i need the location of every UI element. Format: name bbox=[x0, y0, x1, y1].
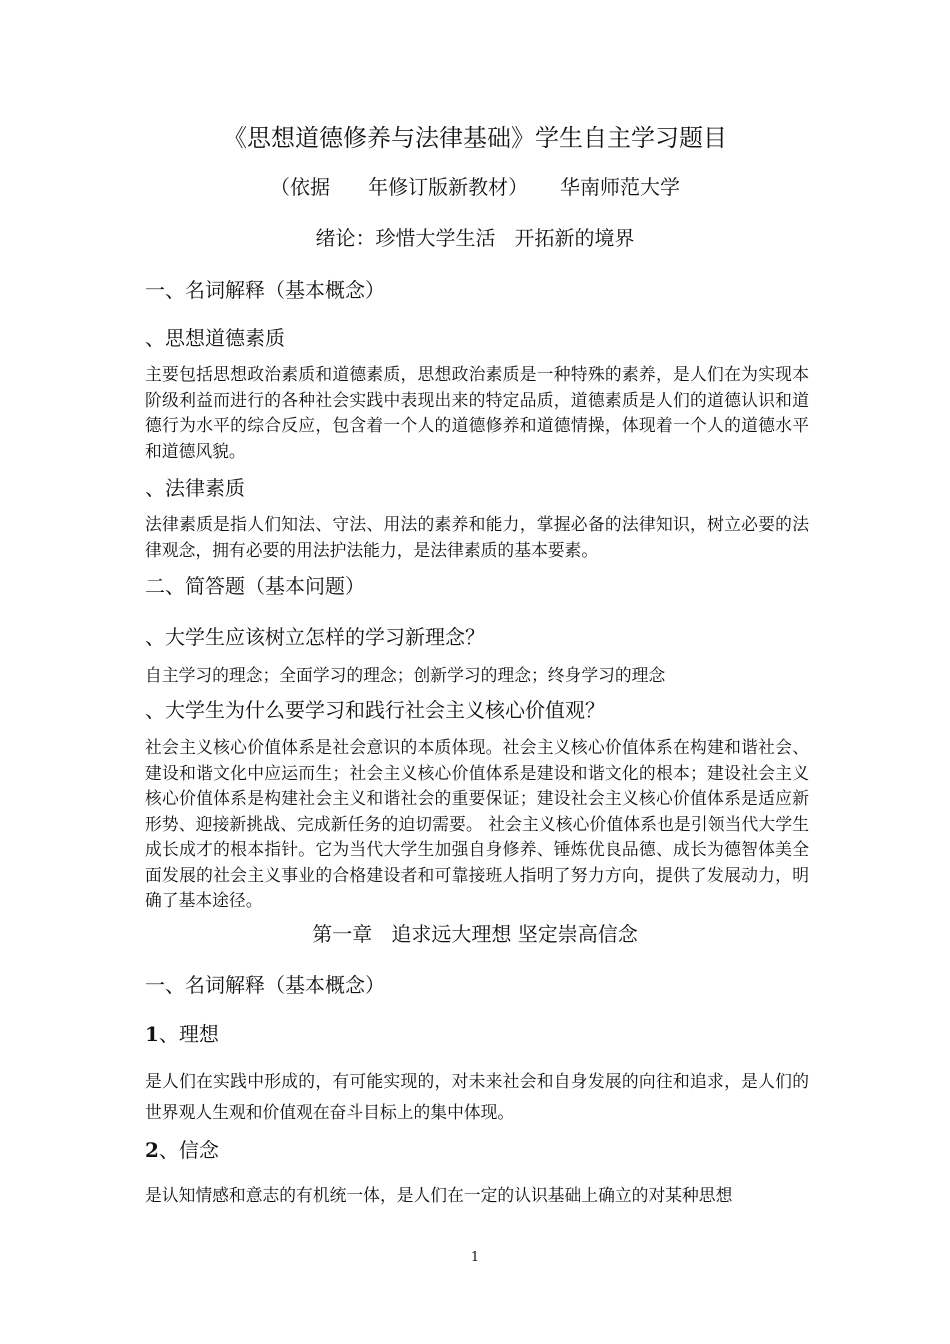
question-title: 、思想道德素质 bbox=[145, 326, 285, 350]
term-title bbox=[145, 1018, 219, 1047]
page-number: 1 bbox=[470, 1250, 480, 1265]
section-heading-short-answer: 二、简答题（基本问题） bbox=[145, 574, 365, 598]
term-title bbox=[145, 1134, 219, 1163]
term-number: 2 bbox=[145, 1138, 159, 1162]
term-answer: 是人们在实践中形成的，有可能实现的，对未来社会和自身发展的向往和追求，是人们的世界观人生观和价值观在奋斗目标上的集中体现。 bbox=[145, 1071, 809, 1122]
question-answer: 法律素质是指人们知法、守法、用法的素养和能力，掌握必备的法律知识，树立必要的法律观念，拥有必要的用法护法能力，是法律素质的基本要素。 bbox=[145, 514, 809, 560]
chapter-heading: 第一章 追求远大理想 坚定崇高信念 bbox=[312, 922, 638, 946]
document-subtitle: （依据 年修订版新教材） 华南师范大学 bbox=[270, 175, 680, 199]
term-label: 、理想 bbox=[158, 1022, 219, 1046]
question-title: 、大学生应该树立怎样的学习新理念？ bbox=[145, 625, 485, 649]
question-title: 、法律素质 bbox=[145, 476, 245, 500]
section-heading-definitions: 一、名词解释（基本概念） bbox=[145, 973, 385, 997]
question-answer: 社会主义核心价值体系是社会意识的本质体现。社会主义核心价值体系在构建和谐社会、建设和谐文化中应运而生；社会主义核心价值体系是建设和谐文化的根本；建设社会主义核心价值体系是构建社会主义和谐社会的重要保证；建设社会主义核心价值体系是适应新形势、迎接新挑战、完成新任务的迫切需要。 社会主义核心价值体系也是引领当代大学生成长成才的根本指针。它为当代大学生加强自身修养、锤炼优良品德、成长为德智体美全面发展的社会主义事业的合格建设者和可靠接班人指明了努力方向，提供了发展动力，明确了基本途径。 bbox=[145, 737, 809, 910]
question-answer: 主要包括思想政治素质和道德素质，思想政治素质是一种特殊的素养，是人们在为实现本阶级利益而进行的各种社会实践中表现出来的特定品质，道德素质是人们的道德认识和道德行为水平的综合反应，包含着一个人的道德修养和道德情操，体现着一个人的道德水平和道德风貌。 bbox=[145, 364, 809, 461]
term-number: 1 bbox=[145, 1022, 159, 1046]
section-heading-definitions: 一、名词解释（基本概念） bbox=[145, 278, 385, 302]
question-title: 、大学生为什么要学习和践行社会主义核心价值观？ bbox=[145, 698, 605, 722]
intro-heading: 绪论：珍惜大学生活 开拓新的境界 bbox=[315, 226, 635, 250]
question-answer: 自主学习的理念；全面学习的理念；创新学习的理念；终身学习的理念 bbox=[145, 665, 666, 685]
term-label: 、信念 bbox=[158, 1138, 219, 1162]
document-title: 《思想道德修养与法律基础》学生自主学习题目 bbox=[223, 124, 727, 152]
term-answer: 是认知情感和意志的有机统一体，是人们在一定的认识基础上确立的对某种思想 bbox=[145, 1185, 733, 1205]
